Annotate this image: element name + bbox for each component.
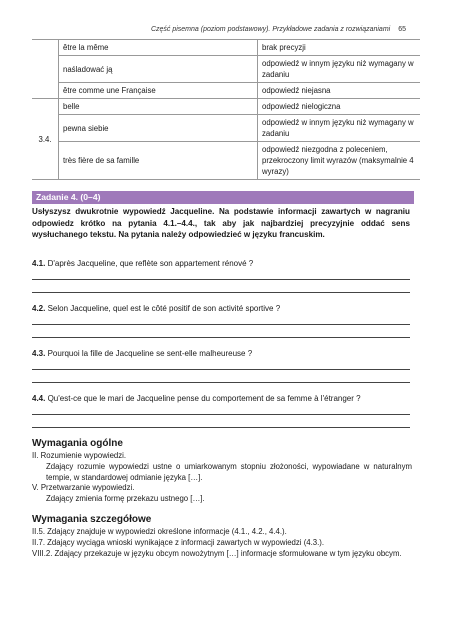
answer-cell: pewna siebie: [59, 115, 258, 142]
table-row: [32, 115, 420, 142]
general-requirements: [32, 451, 412, 505]
table-row: [32, 56, 420, 83]
answer-line[interactable]: [32, 427, 410, 428]
answer-line[interactable]: [32, 279, 410, 280]
table-row: [32, 142, 420, 180]
answer-line[interactable]: [32, 382, 410, 383]
reason-cell: odpowiedź w innym języku niż wymagany w zadaniu: [258, 115, 421, 142]
question-4-2: [32, 304, 410, 313]
question-text: Pourquoi la fille de Jacqueline se sent-elle malheureuse ?: [47, 349, 253, 358]
answer-cell: être la même: [59, 40, 258, 56]
specific-requirements: [32, 527, 412, 559]
answer-cell: être comme une Française: [59, 83, 258, 99]
scoring-table: [32, 39, 420, 180]
page-number: 65: [398, 26, 406, 33]
question-number: 4.1.: [32, 259, 46, 268]
header-title: Część pisemna (poziom podstawowy). Przykładowe zadania z rozwiązaniami: [150, 26, 391, 33]
general-requirements-title: Wymagania ogólne: [32, 438, 123, 449]
answer-cell: belle: [59, 99, 258, 115]
table-row: [32, 99, 420, 115]
answer-cell: naśladować ją: [59, 56, 258, 83]
requirement-line: II.5. Zdający znajduje w wypowiedzi określone informacje (4.1., 4.2., 4.4.).: [32, 527, 287, 536]
question-text: Qu'est-ce que le mari de Jacqueline pense du comportement de sa femme à l'étranger ?: [47, 394, 361, 403]
requirement-text: Zdający rozumie wypowiedzi ustne o umiarkowanym stopniu złożoności, wypowiadane w naturalnym tempie, w standardowej odmianie języka […].: [46, 461, 412, 482]
reason-cell: odpowiedź niejasna: [258, 83, 421, 99]
reason-cell: brak precyzji: [258, 40, 421, 56]
question-number: 4.2.: [32, 304, 46, 313]
question-4-1: [32, 259, 410, 268]
question-number: 4.4.: [32, 394, 46, 403]
page-header: [151, 26, 406, 33]
requirement-line: II.7. Zdający wyciąga wnioski wynikające z informacji zawartych w wypowiedzi (4.3.).: [32, 537, 325, 547]
answer-line[interactable]: [32, 324, 410, 325]
answer-line[interactable]: [32, 292, 410, 293]
table-row: [32, 83, 420, 99]
row-number-cell: [32, 40, 59, 99]
requirement-text: Zdający zmienia formę przekazu ustnego […].: [46, 494, 205, 504]
task-instructions: Usłyszysz dwukrotnie wypowiedź Jacqueline. Na podstawie informacji zawartych w nagraniu odpowiedz krótko na pytania 4.1.–4.4., tak aby jak najbardziej precyzyjnie oddać sens wysłuchanego tekstu. Na pytania należy odpowiedzieć w języku francuskim.: [32, 207, 410, 240]
reason-cell: odpowiedź nielogiczna: [258, 99, 421, 115]
task-title-bar: Zadanie 4. (0–4): [32, 191, 414, 204]
reason-cell: odpowiedź niezgodna z poleceniem, przekroczony limit wyrazów (maksymalnie 4 wyrazy): [258, 142, 421, 180]
requirement-line: VIII.2. Zdający przekazuje w języku obcym nowożytnym […] informacje sformułowane w tym języku obcym.: [32, 548, 402, 558]
answer-line[interactable]: [32, 414, 410, 415]
row-number-cell: 3.4.: [32, 99, 59, 180]
question-number: 4.3.: [32, 349, 46, 358]
answer-cell: très fière de sa famille: [59, 142, 258, 180]
answer-line[interactable]: [32, 337, 410, 338]
requirement-heading: V. Przetwarzanie wypowiedzi.: [32, 483, 135, 493]
question-text: D'après Jacqueline, que reflète son appartement rénové ?: [47, 259, 254, 268]
table-row: [32, 40, 420, 56]
reason-cell: odpowiedź w innym języku niż wymagany w zadaniu: [258, 56, 421, 83]
question-4-4: [32, 394, 410, 403]
answer-line[interactable]: [32, 369, 410, 370]
specific-requirements-title: Wymagania szczegółowe: [32, 514, 152, 525]
question-4-3: [32, 349, 410, 358]
requirement-heading: II. Rozumienie wypowiedzi.: [32, 451, 127, 460]
question-text: Selon Jacqueline, quel est le côté positif de son activité sportive ?: [47, 304, 281, 313]
